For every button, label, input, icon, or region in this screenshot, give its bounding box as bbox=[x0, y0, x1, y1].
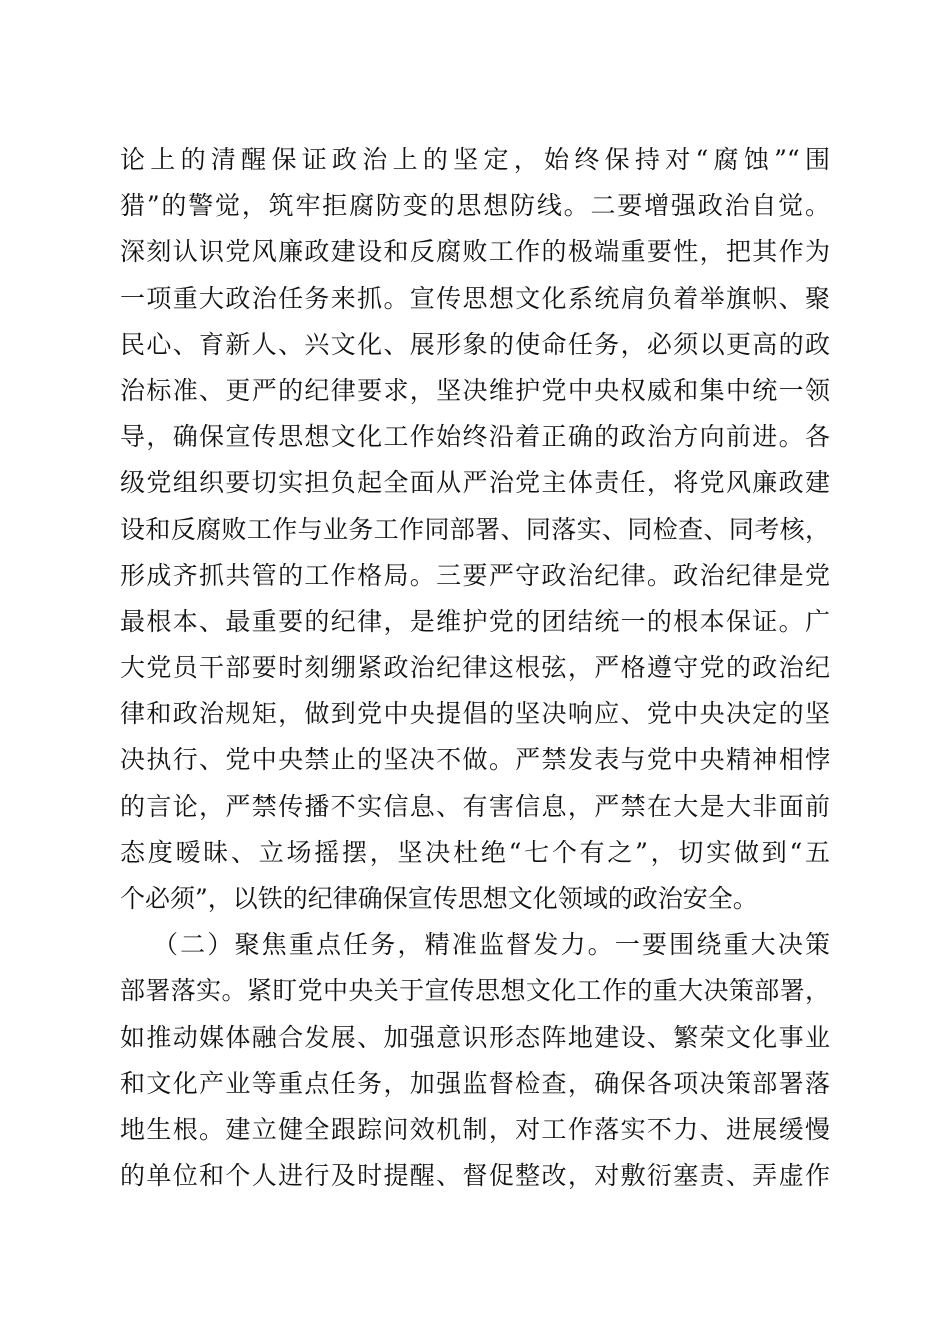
text-line: 的言论，严禁传播不实信息、有害信息，严禁在大是大非面前 bbox=[120, 791, 830, 821]
text-line: 和文化产业等重点任务，加强监督检查，确保各项决策部署落 bbox=[120, 1068, 830, 1098]
text-line: 地生根。建立健全跟踪问效机制，对工作落实不力、进展缓慢 bbox=[120, 1114, 830, 1144]
text-line: 态度暧昧、立场摇摆，坚决杜绝“七个有之”，切实做到“五 bbox=[120, 837, 830, 867]
text-line: 民心、育新人、兴文化、展形象的使命任务，必须以更高的政 bbox=[120, 329, 830, 359]
text-line: 一项重大政治任务来抓。宣传思想文化系统肩负着举旗帜、聚 bbox=[120, 283, 830, 313]
text-line: 决执行、党中央禁止的坚决不做。严禁发表与党中央精神相悖 bbox=[120, 745, 830, 775]
text-line: 治标准、更严的纪律要求，坚决维护党中央权威和集中统一领 bbox=[120, 375, 830, 405]
body-text bbox=[120, 137, 830, 1199]
text-line: 深刻认识党风廉政建设和反腐败工作的极端重要性，把其作为 bbox=[120, 237, 830, 267]
text-line: 级党组织要切实担负起全面从严治党主体责任，将党风廉政建 bbox=[120, 468, 830, 498]
text-line: 部署落实。紧盯党中央关于宣传思想文化工作的重大决策部署， bbox=[120, 976, 830, 1006]
text-line: 导，确保宣传思想文化工作始终沿着正确的政治方向前进。各 bbox=[120, 422, 830, 452]
section-heading-line: （二）聚焦重点任务，精准监督发力。一要围绕重大决策 bbox=[153, 930, 830, 960]
text-line: 猎”的警觉，筑牢拒腐防变的思想防线。二要增强政治自觉。 bbox=[120, 191, 830, 221]
text-line: 如推动媒体融合发展、加强意识形态阵地建设、繁荣文化事业 bbox=[120, 1022, 830, 1052]
text-line: 设和反腐败工作与业务工作同部署、同落实、同检查、同考核， bbox=[120, 514, 830, 544]
text-line: 个必须”，以铁的纪律确保宣传思想文化领域的政治安全。 bbox=[120, 884, 758, 913]
text-line: 最根本、最重要的纪律，是维护党的团结统一的根本保证。广 bbox=[120, 606, 830, 636]
text-line: 大党员干部要时刻绷紧政治纪律这根弦，严格遵守党的政治纪 bbox=[120, 653, 830, 683]
text-line: 的单位和个人进行及时提醒、督促整改，对敷衍塞责、弄虚作 bbox=[120, 1161, 830, 1191]
text-line: 论上的清醒保证政治上的坚定，始终保持对“腐蚀”“围 bbox=[120, 145, 830, 174]
text-line: 形成齐抓共管的工作格局。三要严守政治纪律。政治纪律是党 bbox=[120, 560, 830, 590]
text-line: 律和政治规矩，做到党中央提倡的坚决响应、党中央决定的坚 bbox=[120, 699, 830, 729]
